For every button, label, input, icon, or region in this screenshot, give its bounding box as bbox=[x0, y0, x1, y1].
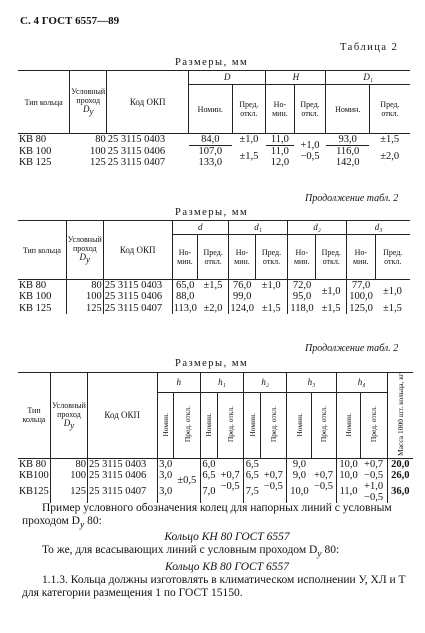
grp-d2: d₂ bbox=[288, 221, 347, 235]
col-dn: Условный проход $D_y$ bbox=[50, 373, 87, 459]
cell: 125 bbox=[66, 302, 103, 314]
body-text bbox=[22, 502, 412, 600]
sub: Пред. откл. bbox=[217, 392, 243, 458]
cell: 20,0 bbox=[391, 458, 410, 470]
cell: 125,0 bbox=[349, 302, 373, 314]
cell: ±2,0 bbox=[380, 151, 400, 163]
sub: Но- мин. bbox=[266, 85, 294, 134]
cell: 107,0 bbox=[198, 146, 223, 157]
cell: 80 bbox=[66, 280, 103, 292]
col-type: Тип кольца bbox=[18, 373, 50, 459]
cell: КВ125 bbox=[18, 481, 50, 503]
cell: 95,0 bbox=[292, 291, 312, 302]
paragraph-3: 1.1.3. Кольца должны изготовлять в климатическом исполнении У, ХЛ и Т для категории размещения 1 по ГОСТ 15150. bbox=[22, 573, 406, 599]
sizes-label-3: Размеры, мм bbox=[175, 358, 249, 369]
cell: 12,0 bbox=[270, 157, 290, 168]
sub: Номин. bbox=[157, 392, 174, 458]
sub: Пред. откл. bbox=[294, 85, 326, 134]
cont-label-1: Продолжение табл. 2 bbox=[305, 193, 399, 204]
cell: 10,0 bbox=[339, 458, 358, 470]
sub: Пред. откл. bbox=[375, 235, 410, 280]
cell: ±1,5 bbox=[316, 302, 347, 314]
col-okp: Код ОКП bbox=[103, 221, 172, 280]
cell: 125 bbox=[89, 157, 106, 168]
grp-h3: h₃ bbox=[287, 373, 336, 393]
cell: 133,0 bbox=[198, 157, 223, 168]
cell: 100,0 bbox=[349, 291, 373, 302]
grp-h2: h₂ bbox=[244, 373, 287, 393]
cell: 10,0 bbox=[339, 469, 358, 481]
cell: КВ 100 bbox=[18, 291, 66, 302]
sub: Но- мин. bbox=[347, 235, 375, 280]
cell: 113,0 bbox=[173, 302, 197, 314]
cell: КВ 125 bbox=[18, 302, 66, 314]
cell: 9,0 bbox=[292, 469, 306, 481]
cont-label-2: Продолжение табл. 2 bbox=[305, 343, 399, 354]
example-2: Кольцо КВ 80 ГОСТ 6557 bbox=[165, 560, 289, 573]
cell: ±1,5 bbox=[198, 280, 229, 292]
cell: +0,7 −0,5 bbox=[361, 458, 387, 481]
col-type: Тип кольца bbox=[18, 221, 66, 280]
cell: 25 3115 0407 bbox=[87, 481, 157, 503]
cell: 11,0 bbox=[339, 486, 358, 498]
grp-h4: h₄ bbox=[336, 373, 387, 393]
cell: 9,0 bbox=[292, 458, 306, 470]
cell: ±1,5 bbox=[239, 151, 259, 163]
col-mass: Масса 1000 шт. кольца, кг bbox=[387, 373, 413, 459]
cell: +1,0 −0,5 bbox=[361, 481, 387, 503]
grp-D: D bbox=[189, 71, 266, 85]
grp-d: d bbox=[172, 221, 228, 235]
cell: 84,0 bbox=[189, 134, 232, 146]
cell: +0,7 −0,5 bbox=[260, 458, 286, 503]
cell: ±1,0 bbox=[383, 285, 402, 297]
paragraph-1: Пример условного обозначения колец для напорных линий с условным проходом $D_y$ 80: bbox=[22, 502, 392, 531]
cell: 6,5 bbox=[245, 469, 259, 481]
cell: +0,7 −0,5 bbox=[217, 458, 243, 503]
sub: Но- мин. bbox=[288, 235, 316, 280]
table-2 bbox=[18, 220, 410, 314]
col-okp: Код ОКП bbox=[87, 373, 157, 459]
cell: КВ 80 bbox=[19, 134, 47, 146]
cell: 25 3115 0403 bbox=[103, 280, 172, 292]
sub: Но- мин. bbox=[172, 235, 198, 280]
cell: ±1,0 bbox=[255, 280, 287, 292]
sub: Номин. bbox=[189, 85, 232, 134]
col-type: Тип кольца bbox=[18, 71, 70, 134]
cell: 80 bbox=[95, 134, 106, 146]
cell: 11,0 bbox=[266, 134, 294, 146]
col-okp: Код ОКП bbox=[107, 71, 189, 134]
cell: 88,0 bbox=[176, 291, 195, 302]
sub: Пред. откл. bbox=[361, 392, 387, 458]
cell: 26,0 bbox=[391, 469, 410, 481]
table-1 bbox=[18, 70, 410, 168]
cell: 3,0 bbox=[159, 469, 173, 481]
grp-d1: d₁ bbox=[229, 221, 288, 235]
cell: КВ 80 bbox=[18, 458, 50, 470]
cell: 25 3115 0403 bbox=[107, 134, 166, 146]
cell: 124,0 bbox=[230, 302, 254, 314]
cell: КВ100 bbox=[19, 469, 49, 481]
cell: 100 bbox=[50, 470, 87, 481]
sub: Номин. bbox=[326, 85, 369, 134]
table-label: Таблица 2 bbox=[340, 42, 399, 53]
sub: Номин. bbox=[244, 392, 261, 458]
sizes-label-2: Размеры, мм bbox=[175, 207, 249, 218]
cell: 118,0 bbox=[290, 302, 314, 314]
cell: ±0,5 bbox=[174, 458, 200, 503]
cell: 6,5 bbox=[202, 469, 216, 481]
cell: 65,0 bbox=[176, 280, 195, 291]
cell: КВ 80 bbox=[18, 280, 66, 292]
sub: Пред. откл. bbox=[369, 85, 410, 134]
cell: 10,0 bbox=[290, 486, 309, 498]
cell: 76,0 bbox=[233, 280, 252, 291]
sub: Пред. откл. bbox=[232, 85, 266, 134]
cell: 25 3115 0407 bbox=[107, 157, 166, 168]
cell: 6,5 bbox=[245, 458, 259, 470]
cell: КВ 100 bbox=[19, 145, 52, 157]
example-1: Кольцо КН 80 ГОСТ 6557 bbox=[164, 531, 290, 544]
cell: ±1,0 bbox=[239, 134, 259, 146]
cell: 6,0 bbox=[202, 458, 216, 470]
cell: ±1,0 bbox=[316, 280, 347, 303]
cell: 100 bbox=[66, 291, 103, 302]
sub: Пред. откл. bbox=[260, 392, 286, 458]
page-header: С. 4 ГОСТ 6557—89 bbox=[20, 15, 120, 27]
sub: Номин. bbox=[287, 392, 312, 458]
cell: +1,0 −0,5 bbox=[300, 140, 320, 162]
cell: 3,0 bbox=[159, 486, 173, 498]
sub: Но- мин. bbox=[229, 235, 256, 280]
table-3 bbox=[18, 372, 413, 503]
cell: 80 bbox=[50, 458, 87, 470]
cell: 25 3115 0403 bbox=[87, 458, 157, 470]
cell: 72,0 bbox=[292, 280, 312, 291]
col-dn: Условный проход $D_y$ bbox=[66, 221, 103, 280]
grp-H: H bbox=[266, 71, 326, 85]
grp-d3: d₃ bbox=[347, 221, 410, 235]
cell: 116,0 bbox=[336, 146, 360, 157]
cell: 7,0 bbox=[202, 486, 216, 498]
sub: Пред. откл. bbox=[311, 392, 336, 458]
grp-D1: D₁ bbox=[326, 71, 410, 85]
sub: Пред. откл. bbox=[198, 235, 229, 280]
cell: 25 3115 0406 bbox=[87, 470, 157, 481]
sub: Пред. откл. bbox=[316, 235, 347, 280]
cell: 77,0 bbox=[351, 280, 371, 291]
cell: 142,0 bbox=[335, 157, 360, 168]
cell: 125 bbox=[50, 481, 87, 503]
cell: 25 3115 0406 bbox=[107, 145, 166, 157]
sub: Пред. откл. bbox=[174, 392, 200, 458]
sizes-label-1: Размеры, мм bbox=[175, 57, 249, 68]
cell: 11,0 bbox=[270, 146, 289, 157]
grp-h1: h₁ bbox=[200, 373, 243, 393]
cell: 93,0 bbox=[326, 134, 369, 146]
sub: Номин. bbox=[200, 392, 217, 458]
cell: ±1,5 bbox=[380, 134, 400, 146]
cell: 3,0 bbox=[159, 458, 173, 470]
cell: ±1,5 bbox=[255, 302, 287, 314]
cell: 99,0 bbox=[233, 291, 252, 302]
cell: 100 bbox=[89, 145, 106, 157]
sub: Номин. bbox=[336, 392, 361, 458]
cell: ±1,5 bbox=[383, 302, 402, 314]
col-dn: Условный проход $D_y$ bbox=[70, 71, 107, 134]
cell: ±2,0 bbox=[198, 302, 229, 314]
paragraph-2: То же, для всасывающих линий с условным проходом $D_y$ 80: bbox=[42, 544, 340, 560]
cell: 7,5 bbox=[245, 486, 259, 498]
sub: Пред. откл. bbox=[255, 235, 287, 280]
cell: 25 3115 0406 bbox=[103, 291, 172, 302]
grp-h: h bbox=[157, 373, 200, 393]
cell: 36,0 bbox=[391, 486, 410, 498]
cell: 25 3115 0407 bbox=[103, 302, 172, 314]
cell: +0,7 −0,5 bbox=[311, 458, 336, 503]
cell: КВ 125 bbox=[19, 157, 52, 168]
